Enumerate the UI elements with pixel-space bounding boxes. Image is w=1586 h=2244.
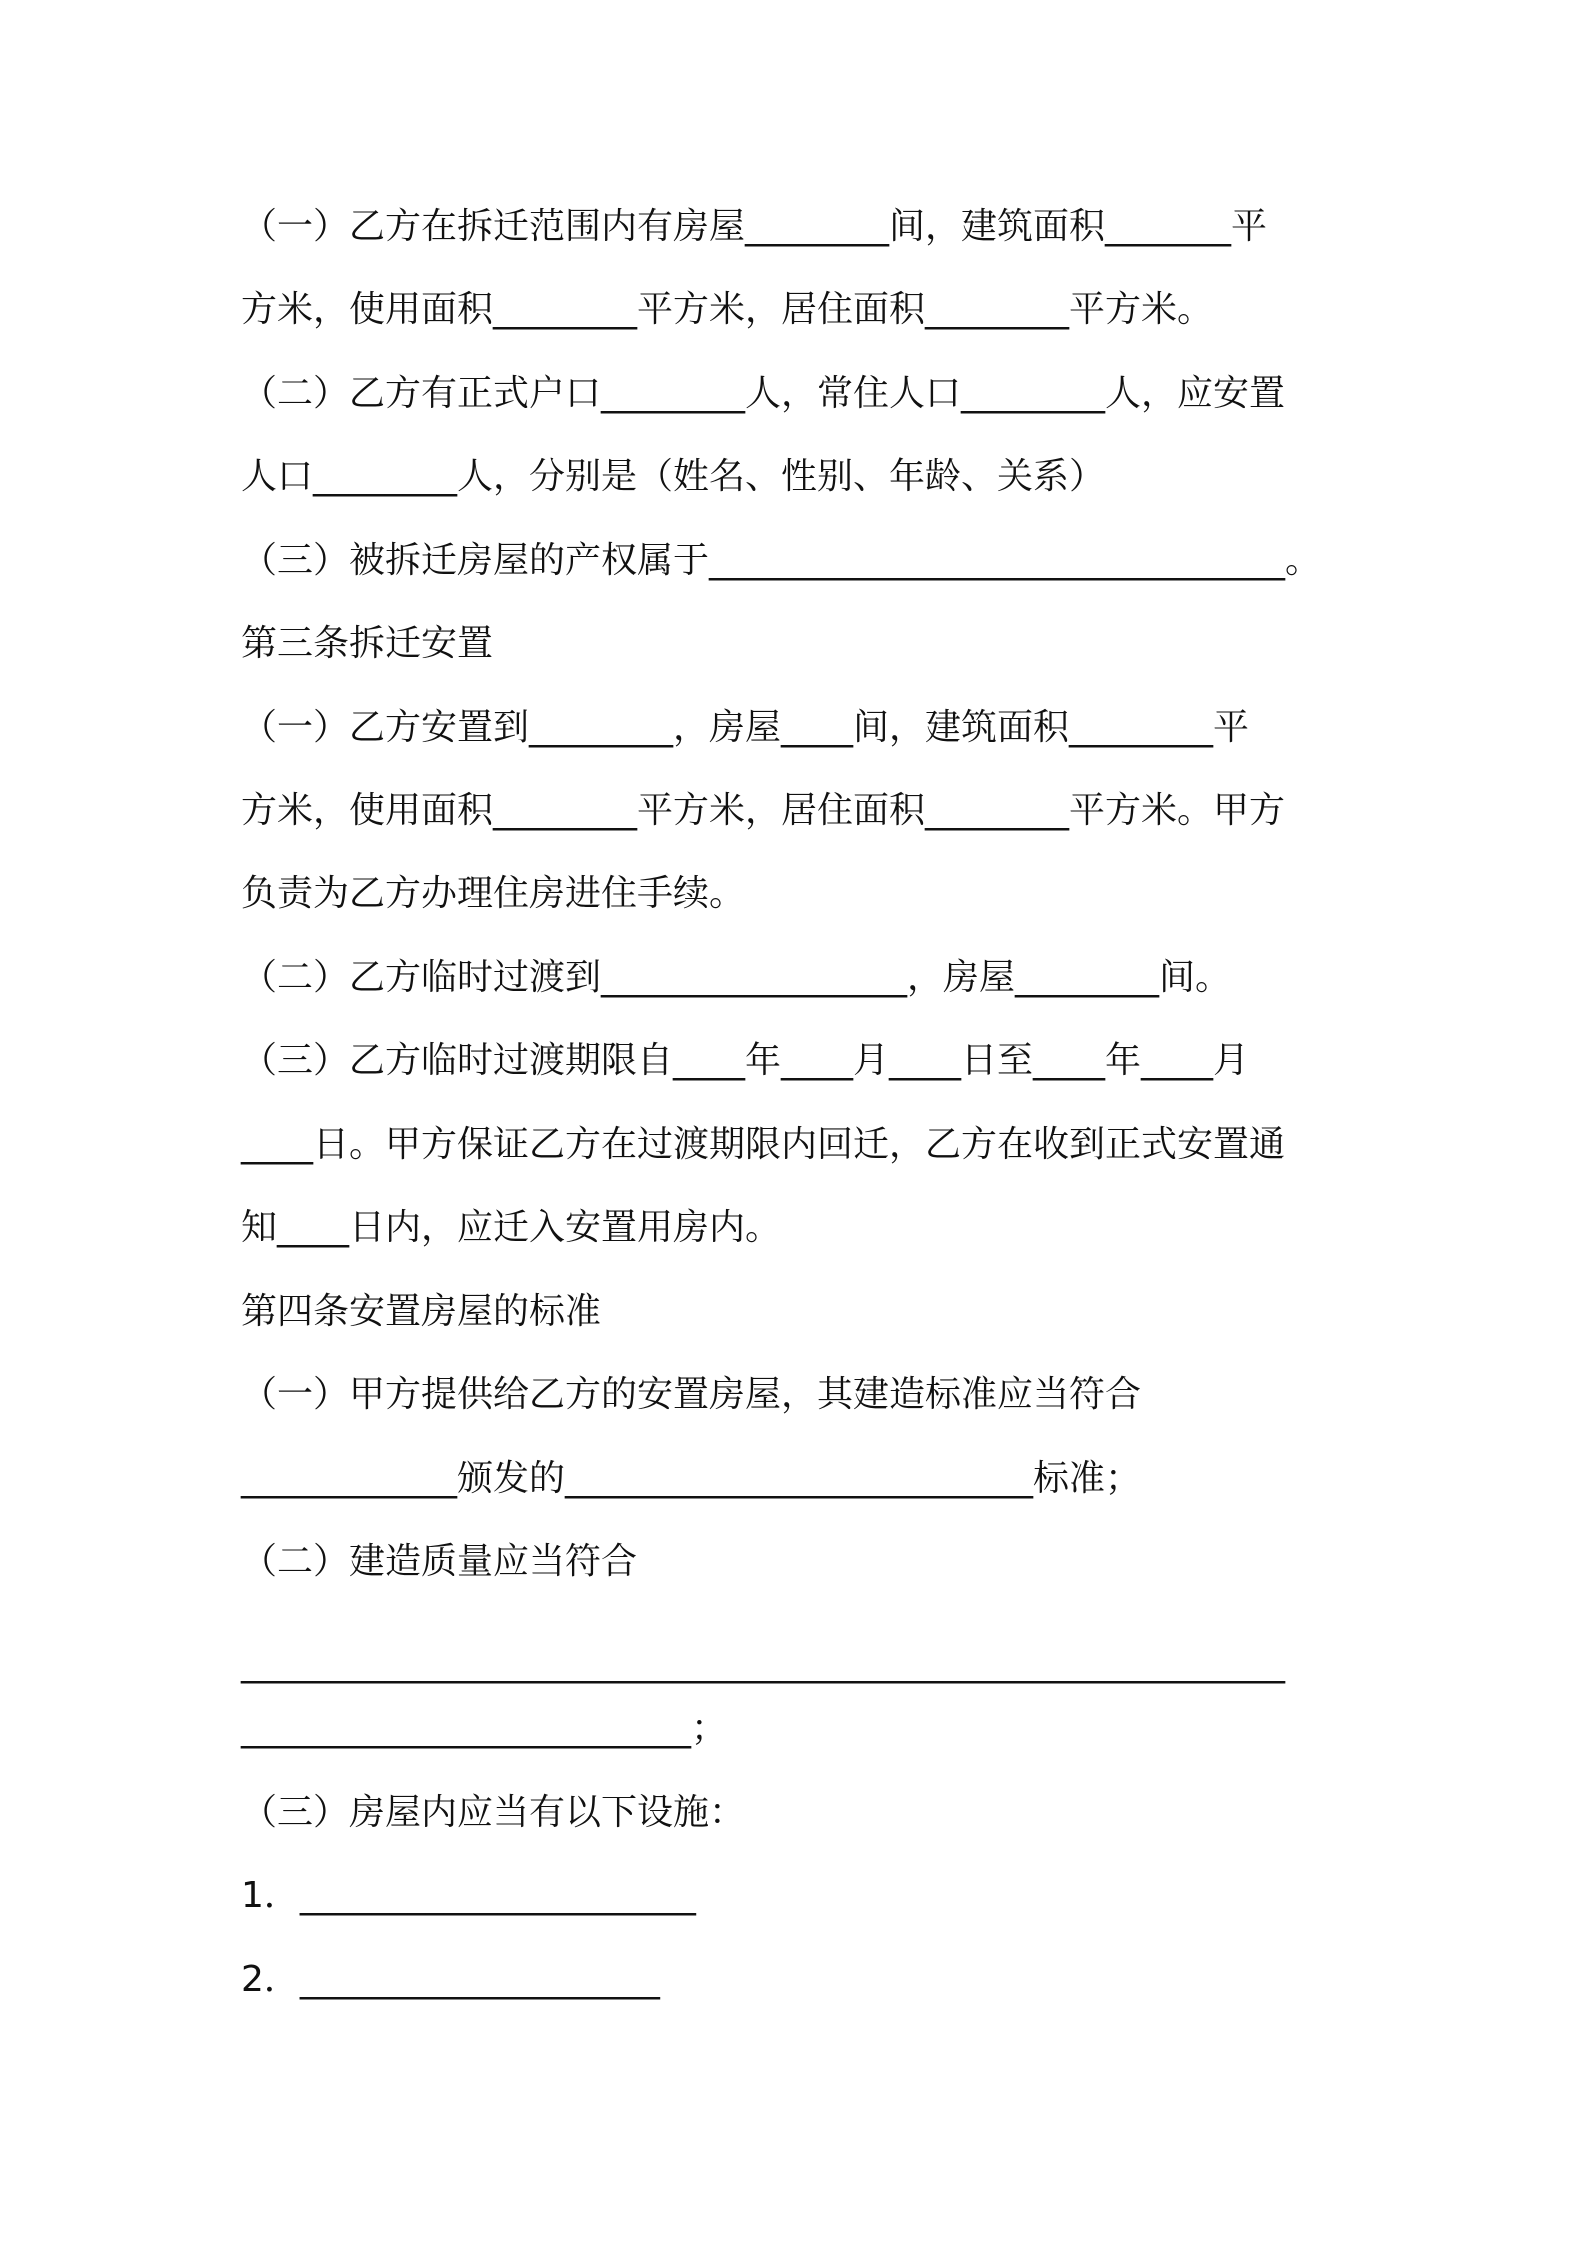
text-line: 负责为乙方办理住房进住手续。: [241, 873, 746, 914]
text-line: （三）乙方临时过渡期限自____年____月____日至____年____月: [241, 1040, 1250, 1081]
text-line: （一）乙方在拆迁范围内有房屋________间，建筑面积_______平: [241, 206, 1268, 247]
text-line: 人口________人，分别是（姓名、性别、年龄、关系）: [241, 456, 1106, 497]
blank-line: __________________________________________________________: [241, 1643, 1285, 1684]
list-item: 2．____________________: [241, 1959, 660, 2000]
text-line: （二）乙方临时过渡到_________________，房屋________间。: [241, 957, 1232, 998]
text-line: ____________颁发的__________________________标准；: [241, 1458, 1142, 1499]
section-heading: 第四条安置房屋的标准: [241, 1291, 602, 1332]
list-item: 1．______________________: [241, 1875, 696, 1916]
text-line: （三）被拆迁房屋的产权属于________________________________。: [241, 540, 1322, 581]
text-line: 方米，使用面积________平方米，居住面积________平方米。甲方: [241, 790, 1286, 831]
text-line: （二）建造质量应当符合: [241, 1541, 638, 1582]
blank-line: _________________________；: [241, 1708, 727, 1749]
section-heading: 第三条拆迁安置: [241, 623, 494, 664]
text-line: （三）房屋内应当有以下设施：: [241, 1792, 746, 1833]
text-line: ____日。甲方保证乙方在过渡期限内回迁，乙方在收到正式安置通: [241, 1124, 1286, 1165]
text-line: （一）甲方提供给乙方的安置房屋，其建造标准应当符合: [241, 1374, 1142, 1415]
text-line: 知____日内，应迁入安置用房内。: [241, 1207, 782, 1248]
text-line: （一）乙方安置到________，房屋____间，建筑面积________平: [241, 707, 1250, 748]
text-line: 方米，使用面积________平方米，居住面积________平方米。: [241, 289, 1214, 330]
text-line: （二）乙方有正式户口________人，常住人口________人，应安置: [241, 373, 1286, 414]
